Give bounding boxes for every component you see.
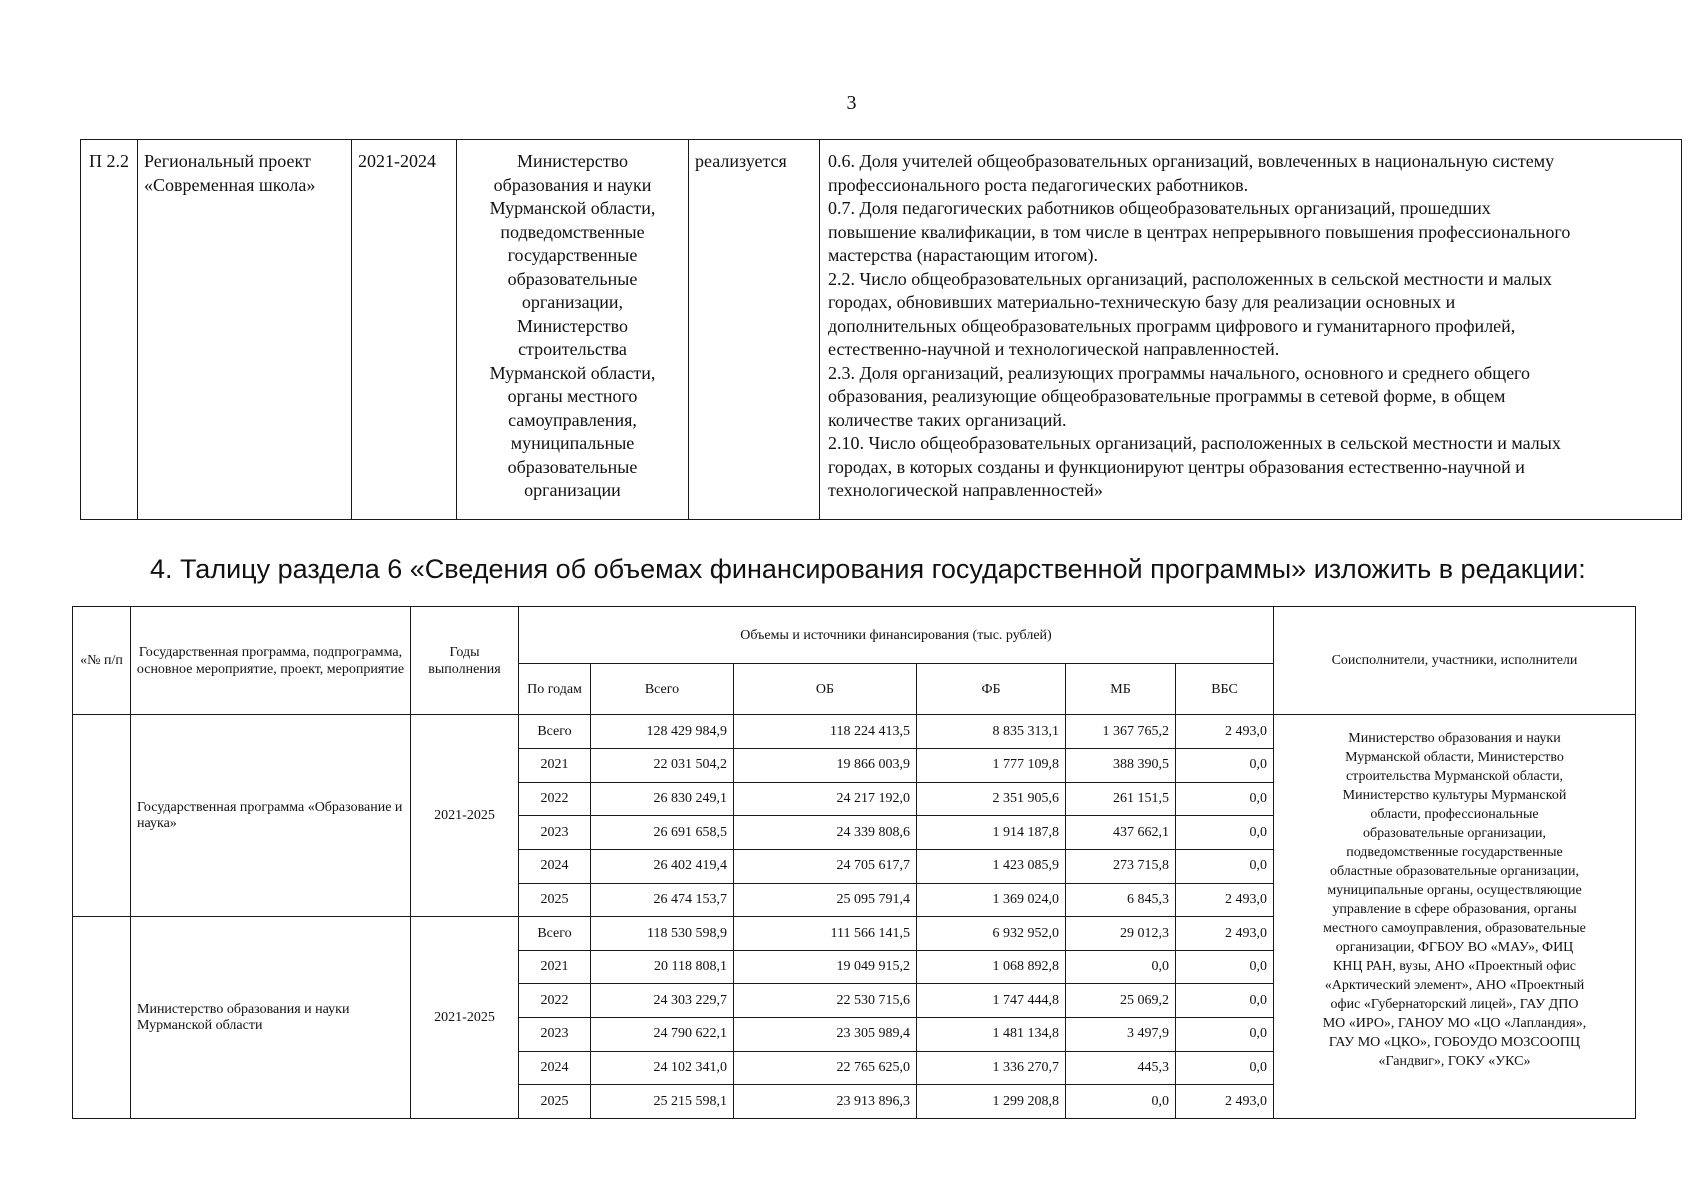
table-row bbox=[73, 715, 1636, 749]
program-name: Государственная программа «Образование и наука» bbox=[131, 715, 411, 917]
ob-cell: 25 095 791,4 bbox=[734, 883, 917, 917]
text-line: 0.7. Доля педагогических работников общеобразовательных организаций, прошедших bbox=[828, 198, 1491, 218]
fb-cell: 6 932 952,0 bbox=[917, 917, 1066, 951]
text-line: подведомственные bbox=[500, 221, 645, 242]
text-line: строительства Мурманской области, bbox=[1345, 769, 1564, 785]
vbs-cell: 0,0 bbox=[1176, 984, 1274, 1018]
project-indicators bbox=[820, 140, 1682, 520]
vbs-cell: 0,0 bbox=[1176, 849, 1274, 883]
year-cell: 2022 bbox=[519, 782, 591, 816]
text-line: образования и науки bbox=[493, 174, 652, 195]
total-cell: 26 402 419,4 bbox=[591, 849, 734, 883]
text-line: областные образовательные организации, bbox=[1330, 864, 1579, 880]
year-cell: 2025 bbox=[519, 1085, 591, 1119]
mb-cell: 273 715,8 bbox=[1066, 849, 1176, 883]
header-by-year: По годам bbox=[519, 664, 591, 715]
project-status: реализуется bbox=[689, 140, 820, 520]
vbs-cell: 0,0 bbox=[1176, 1018, 1274, 1052]
mb-cell: 25 069,2 bbox=[1066, 984, 1176, 1018]
text-line: Мурманской области, bbox=[489, 362, 656, 383]
fb-cell: 1 777 109,8 bbox=[917, 749, 1066, 783]
text-line: КНЦ РАН, вузы, АНО «Проектный офис bbox=[1332, 959, 1577, 975]
header-vbs: ВБС bbox=[1176, 664, 1274, 715]
section-heading: 4. Талицу раздела 6 «Сведения об объемах финансирования государственной программы» изложить в редакции: bbox=[150, 554, 1586, 584]
row-number: П 2.2 bbox=[81, 140, 138, 520]
text-line: образовательные bbox=[507, 268, 638, 289]
vbs-cell: 2 493,0 bbox=[1176, 917, 1274, 951]
coexecutors-cell bbox=[1274, 715, 1636, 1119]
total-cell: 24 790 622,1 bbox=[591, 1018, 734, 1052]
fb-cell: 1 423 085,9 bbox=[917, 849, 1066, 883]
program-name: Министерство образования и науки Мурманской области bbox=[131, 917, 411, 1119]
total-cell: 26 830 249,1 bbox=[591, 782, 734, 816]
project-name: Региональный проект «Современная школа» bbox=[138, 140, 352, 520]
text-line: государственные bbox=[507, 245, 638, 265]
mb-cell: 388 390,5 bbox=[1066, 749, 1176, 783]
financing-table bbox=[72, 606, 1636, 1119]
table-row bbox=[81, 140, 1682, 520]
ob-cell: 22 530 715,6 bbox=[734, 984, 917, 1018]
header-ob: ОБ bbox=[734, 664, 917, 715]
text-line: строительства bbox=[518, 339, 627, 359]
header-row bbox=[73, 607, 1636, 664]
text-line: МО «ИРО», ГАНОУ МО «ЦО «Лапландия», bbox=[1322, 1016, 1587, 1032]
mb-cell: 29 012,3 bbox=[1066, 917, 1176, 951]
vbs-cell: 0,0 bbox=[1176, 950, 1274, 984]
ob-cell: 24 705 617,7 bbox=[734, 849, 917, 883]
project-years: 2021-2024 bbox=[352, 140, 457, 520]
text-line: ГАУ МО «ЦКО», ГОБОУДО МОЗСООПЦ bbox=[1328, 1035, 1581, 1051]
fb-cell: 2 351 905,6 bbox=[917, 782, 1066, 816]
year-cell: 2025 bbox=[519, 883, 591, 917]
mb-cell: 6 845,3 bbox=[1066, 883, 1176, 917]
header-volumes: Объемы и источники финансирования (тыс. рублей) bbox=[519, 607, 1274, 664]
text-line: Министерство bbox=[517, 315, 628, 336]
header-mb: МБ bbox=[1066, 664, 1176, 715]
header-num: «№ п/п bbox=[73, 607, 131, 715]
vbs-cell: 0,0 bbox=[1176, 1051, 1274, 1085]
mb-cell: 1 367 765,2 bbox=[1066, 715, 1176, 749]
fb-cell: 1 369 024,0 bbox=[917, 883, 1066, 917]
projects-table bbox=[80, 139, 1682, 520]
text-line: образования, реализующие общеобразовательные программы в сетевой форме, в общем bbox=[828, 386, 1506, 406]
fb-cell: 1 299 208,8 bbox=[917, 1085, 1066, 1119]
text-line: организации bbox=[524, 480, 621, 500]
text-line: «Арктический элемент», АНО «Проектный bbox=[1324, 978, 1585, 994]
mb-cell: 0,0 bbox=[1066, 1085, 1176, 1119]
text-line: образовательные организации, bbox=[1362, 826, 1547, 842]
text-line: муниципальные органы, осуществляющие bbox=[1327, 883, 1582, 899]
row-number bbox=[73, 715, 131, 917]
program-period: 2021-2025 bbox=[411, 715, 519, 917]
text-line: повышение квалификации, в том числе в центрах непрерывного повышения профессионального bbox=[828, 221, 1571, 242]
header-coexecutors: Соисполнители, участники, исполнители bbox=[1274, 607, 1636, 715]
text-line: подведомственные государственные bbox=[1346, 845, 1563, 861]
vbs-cell: 0,0 bbox=[1176, 816, 1274, 850]
total-cell: 26 691 658,5 bbox=[591, 816, 734, 850]
text-line: технологической направленностей» bbox=[828, 480, 1103, 500]
year-cell: Всего bbox=[519, 715, 591, 749]
ob-cell: 23 305 989,4 bbox=[734, 1018, 917, 1052]
text-line: 2.2. Число общеобразовательных организаций, расположенных в сельской местности и малых bbox=[828, 268, 1552, 289]
text-line: Мурманской области, bbox=[489, 198, 656, 218]
ob-cell: 24 217 192,0 bbox=[734, 782, 917, 816]
text-line: органы местного bbox=[507, 386, 638, 406]
total-cell: 26 474 153,7 bbox=[591, 883, 734, 917]
header-years: Годы выполнения bbox=[411, 607, 519, 715]
text-line: офис «Губернаторский лицей», ГАУ ДПО bbox=[1330, 997, 1579, 1013]
total-cell: 24 303 229,7 bbox=[591, 984, 734, 1018]
year-cell: 2023 bbox=[519, 1018, 591, 1052]
header-total: Всего bbox=[591, 664, 734, 715]
header-fb: ФБ bbox=[917, 664, 1066, 715]
year-cell: 2023 bbox=[519, 816, 591, 850]
fb-cell: 1 068 892,8 bbox=[917, 950, 1066, 984]
vbs-cell: 0,0 bbox=[1176, 749, 1274, 783]
text-line: Министерство культуры Мурманской bbox=[1342, 788, 1567, 804]
vbs-cell: 2 493,0 bbox=[1176, 883, 1274, 917]
header-program: Государственная программа, подпрограмма, основное мероприятие, проект, мероприятие bbox=[131, 607, 411, 715]
total-cell: 22 031 504,2 bbox=[591, 749, 734, 783]
year-cell: 2024 bbox=[519, 849, 591, 883]
text-line: области, профессиональные bbox=[1370, 807, 1539, 823]
text-line: количестве таких организаций. bbox=[828, 409, 1067, 430]
text-line: городах, обновивших материально-техническую базу для реализации основных и bbox=[828, 292, 1456, 312]
vbs-cell: 2 493,0 bbox=[1176, 1085, 1274, 1119]
mb-cell: 261 151,5 bbox=[1066, 782, 1176, 816]
text-line: самоуправления, bbox=[508, 409, 637, 430]
total-cell: 118 530 598,9 bbox=[591, 917, 734, 951]
fb-cell: 1 914 187,8 bbox=[917, 816, 1066, 850]
fb-cell: 1 481 134,8 bbox=[917, 1018, 1066, 1052]
total-cell: 20 118 808,1 bbox=[591, 950, 734, 984]
text-line: местного самоуправления, образовательные bbox=[1323, 921, 1586, 937]
year-cell: 2024 bbox=[519, 1051, 591, 1085]
text-line: 2.3. Доля организаций, реализующих программы начального, основного и среднего общего bbox=[828, 362, 1530, 383]
vbs-cell: 0,0 bbox=[1176, 782, 1274, 816]
mb-cell: 0,0 bbox=[1066, 950, 1176, 984]
text-line: Министерство bbox=[517, 151, 628, 171]
text-line: естественно-научной и технологической направленностей. bbox=[828, 339, 1280, 359]
total-cell: 24 102 341,0 bbox=[591, 1051, 734, 1085]
total-cell: 25 215 598,1 bbox=[591, 1085, 734, 1119]
ob-cell: 24 339 808,6 bbox=[734, 816, 917, 850]
text-line: городах, в которых созданы и функционируют центры образования естественно-научной и bbox=[828, 456, 1525, 477]
text-line: Мурманской области, Министерство bbox=[1345, 750, 1564, 766]
text-line: образовательные bbox=[507, 456, 638, 477]
total-cell: 128 429 984,9 bbox=[591, 715, 734, 749]
year-cell: 2022 bbox=[519, 984, 591, 1018]
row-number bbox=[73, 917, 131, 1119]
ob-cell: 22 765 625,0 bbox=[734, 1051, 917, 1085]
fb-cell: 1 336 270,7 bbox=[917, 1051, 1066, 1085]
vbs-cell: 2 493,0 bbox=[1176, 715, 1274, 749]
program-period: 2021-2025 bbox=[411, 917, 519, 1119]
fb-cell: 8 835 313,1 bbox=[917, 715, 1066, 749]
text-line: 0.6. Доля учителей общеобразовательных организаций, вовлеченных в национальную систему bbox=[828, 151, 1555, 171]
ob-cell: 111 566 141,5 bbox=[734, 917, 917, 951]
text-line: «Гандвиг», ГОКУ «УКС» bbox=[1378, 1054, 1531, 1070]
project-executors bbox=[457, 140, 689, 520]
ob-cell: 19 866 003,9 bbox=[734, 749, 917, 783]
ob-cell: 118 224 413,5 bbox=[734, 715, 917, 749]
mb-cell: 437 662,1 bbox=[1066, 816, 1176, 850]
text-line: мастерства (нарастающим итогом). bbox=[828, 245, 1098, 265]
text-line: дополнительных общеобразовательных программ цифрового и гуманитарного профилей, bbox=[828, 315, 1516, 336]
ob-cell: 23 913 896,3 bbox=[734, 1085, 917, 1119]
text-line: 2.10. Число общеобразовательных организаций, расположенных в сельской местности и малых bbox=[828, 433, 1561, 453]
page-number: 3 bbox=[846, 92, 857, 114]
mb-cell: 3 497,9 bbox=[1066, 1018, 1176, 1052]
text-line: организации, bbox=[521, 292, 624, 312]
ob-cell: 19 049 915,2 bbox=[734, 950, 917, 984]
text-line: организации, ФГБОУ ВО «МАУ», ФИЦ bbox=[1335, 940, 1574, 956]
mb-cell: 445,3 bbox=[1066, 1051, 1176, 1085]
text-line: муниципальные bbox=[510, 433, 635, 453]
text-line: профессионального роста педагогических работников. bbox=[828, 174, 1249, 195]
year-cell: 2021 bbox=[519, 749, 591, 783]
year-cell: 2021 bbox=[519, 950, 591, 984]
text-line: управление в сфере образования, органы bbox=[1332, 902, 1577, 918]
year-cell: Всего bbox=[519, 917, 591, 951]
text-line: Министерство образования и науки bbox=[1348, 731, 1561, 747]
fb-cell: 1 747 444,8 bbox=[917, 984, 1066, 1018]
